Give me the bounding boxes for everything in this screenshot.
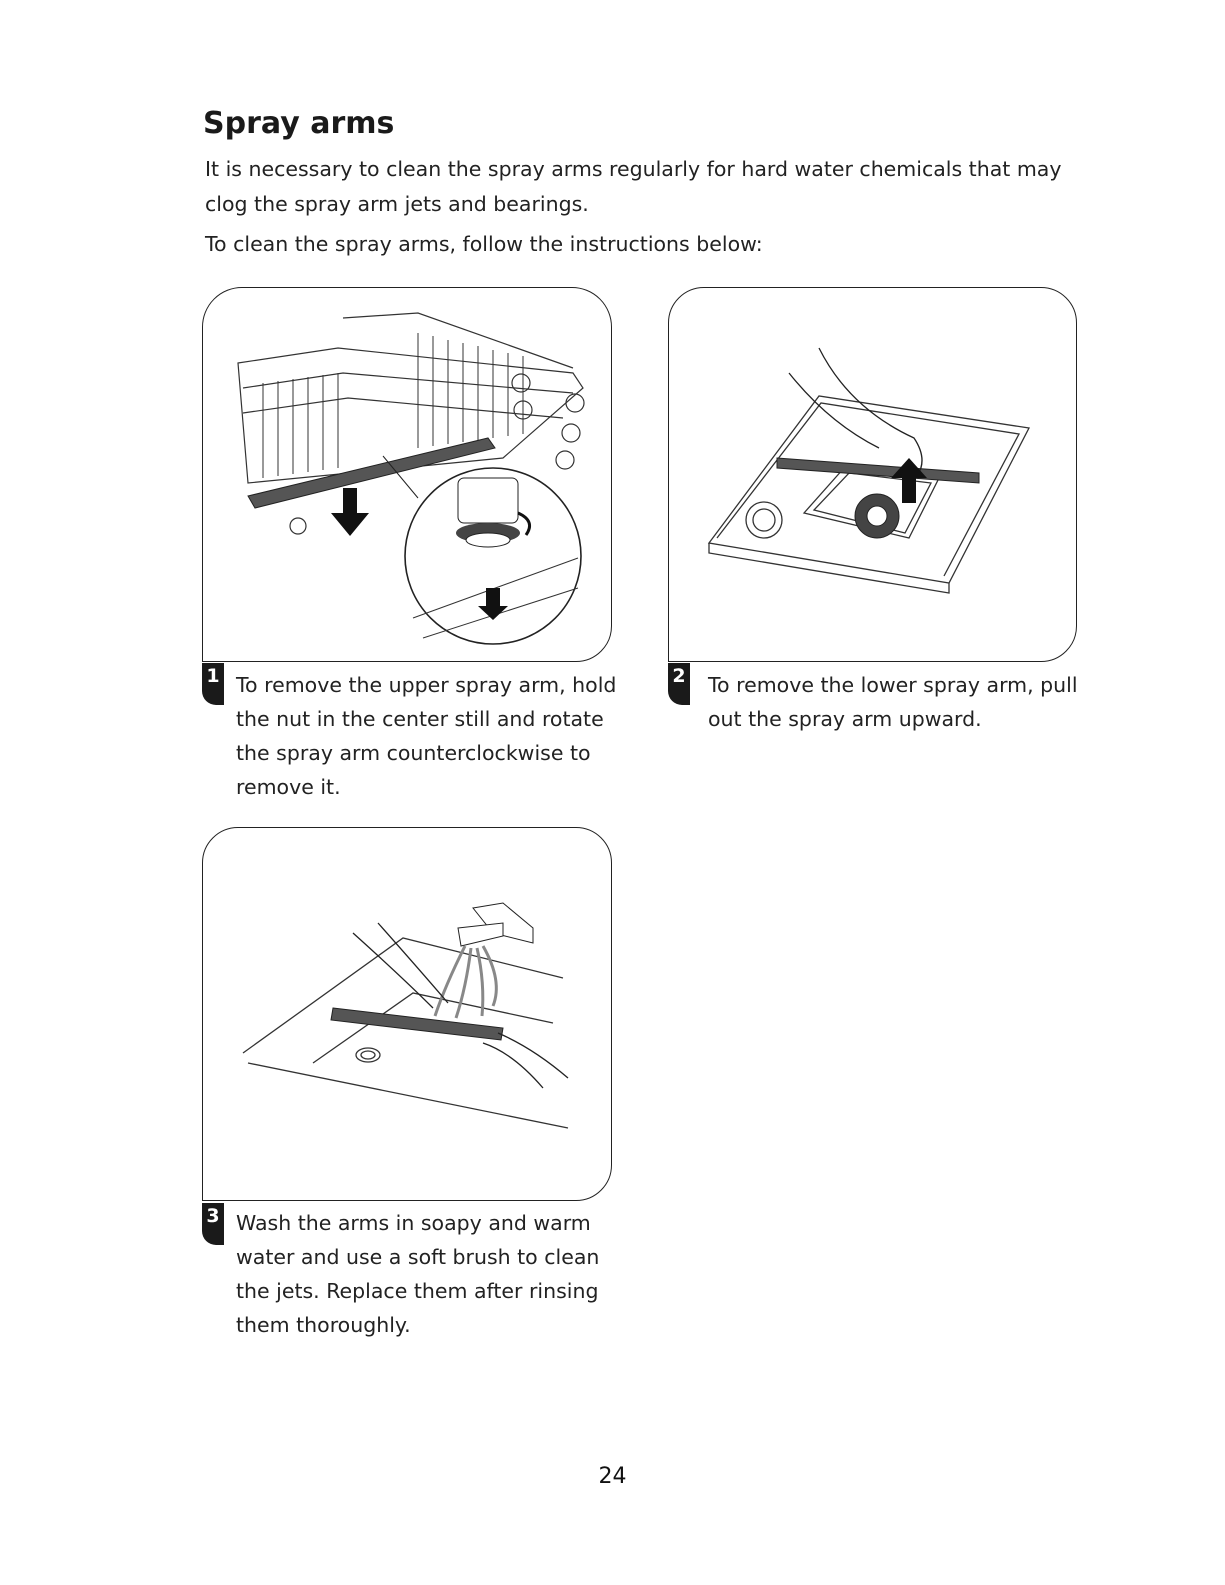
step-3-illustration xyxy=(202,827,612,1201)
step-3-badge: 3 xyxy=(202,1203,224,1245)
instruction-lead: To clean the spray arms, follow the instructions below: xyxy=(205,232,763,256)
step-1-illustration xyxy=(202,287,612,662)
section-title: Spray arms xyxy=(203,106,395,141)
upper-spray-arm-drawing xyxy=(203,288,612,662)
step-3-text: Wash the arms in soapy and warm water and use a soft brush to clean the jets. Replace them after rinsing them thoroughly. xyxy=(236,1211,600,1337)
step-2-text: To remove the lower spray arm, pull out the spray arm upward. xyxy=(708,673,1078,731)
step-1-badge: 1 xyxy=(202,663,224,705)
step-1-text: To remove the upper spray arm, hold the nut in the center still and rotate the spray arm counterclockwise to remove it. xyxy=(236,673,617,799)
intro-paragraph: It is necessary to clean the spray arms regularly for hard water chemicals that may clog the spray arm jets and bearings. xyxy=(205,157,1062,216)
page-number: 24 xyxy=(598,1464,627,1489)
washing-spray-arm-drawing xyxy=(203,828,612,1201)
lower-spray-arm-drawing xyxy=(669,288,1077,662)
step-2-illustration xyxy=(668,287,1077,662)
step-2-badge: 2 xyxy=(668,663,690,705)
